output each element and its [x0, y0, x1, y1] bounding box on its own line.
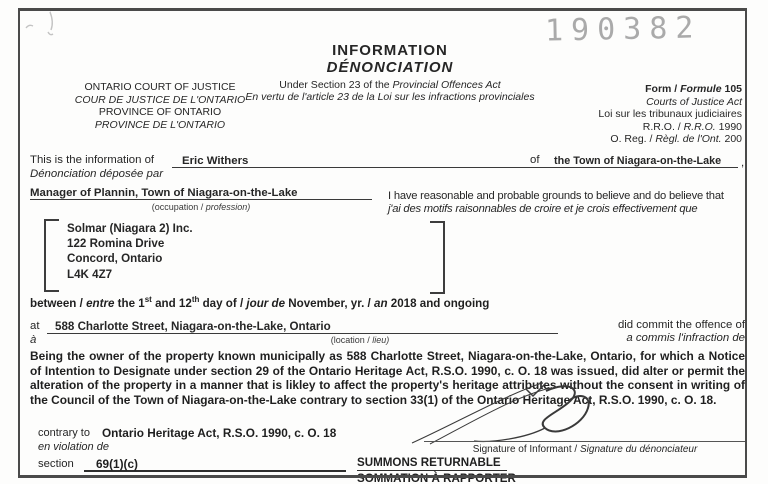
signature-caption-en: Signature of Informant /: [472, 444, 580, 455]
stamp-number: 190382: [544, 10, 702, 49]
belief-text-fr: j'ai des motifs raisonnables de croire et je crois effectivement que: [388, 203, 698, 215]
informant-label-fr: Dénonciation déposée par: [30, 168, 163, 180]
section-value: 69(1)(c): [96, 457, 138, 471]
rro-year: 1990: [715, 120, 742, 133]
at-label: at: [30, 320, 40, 332]
date-day-from-ordinal: st: [144, 295, 152, 305]
dayof-label-en: day of /: [199, 297, 247, 310]
offence-label-fr: a commis l'infraction de: [626, 332, 745, 344]
date-and: and: [151, 297, 179, 310]
date-day-to: 12: [178, 297, 192, 310]
location-caption-fr: lieu): [372, 335, 390, 345]
form-label-en: Form /: [645, 83, 681, 95]
date-day-to-ordinal: th: [191, 295, 200, 305]
section-label: section: [38, 458, 74, 470]
offence-label-en: did commit the offence of: [617, 319, 745, 331]
accused-city: Concord, Ontario: [67, 252, 163, 266]
date-day-from: 1: [138, 297, 145, 310]
informant-label-en: This is the information of: [30, 154, 155, 166]
accused-name: Solmar (Niagara 2) Inc.: [67, 222, 193, 235]
signature-line: [424, 441, 746, 443]
court-line-fr: COUR DE JUSTICE DE L'ONTARIO: [74, 93, 246, 106]
summons-returnable-fr: SOMMATION À RAPPORTER: [357, 472, 516, 484]
pencil-mark: [12, 4, 102, 40]
signature-caption: [424, 444, 746, 455]
location-value: 588 Charlotte Street, Niagara-on-the-Lake, Ontario: [55, 320, 331, 333]
date-month: November,: [285, 297, 348, 310]
accused-block: [67, 221, 193, 282]
signature-caption-fr: Signature du dénonciateur: [579, 444, 698, 455]
form-title-fr: DÉNONCIATION: [326, 59, 454, 76]
between-label-en: between /: [30, 297, 87, 310]
occupation-caption: [30, 202, 372, 212]
statute-act-name: Provincial Offences Act: [392, 79, 501, 91]
courts-act-en: Courts of Justice Act: [646, 95, 742, 108]
reg-num: 200: [721, 133, 742, 145]
accused-postal-code: L4K 4Z7: [67, 267, 113, 281]
statute-line-fr: En vertu de l'article 23 de la Loi sur les infractions provinciales: [245, 91, 535, 103]
rro-line: [520, 121, 742, 134]
reg-fr: Règl. de l'Ont.: [655, 133, 722, 145]
province-line-en: PROVINCE OF ONTARIO: [98, 106, 222, 118]
accused-bracket-left: [44, 219, 59, 292]
contrary-act: Ontario Heritage Act, R.S.O. 1990, c. O. 18: [102, 426, 337, 440]
form-number: 105: [721, 83, 742, 95]
location-caption-en: (location /: [330, 335, 373, 345]
occupation-value: Manager of Plannin, Town of Niagara-on-the-Lake: [30, 187, 298, 199]
at-label-fr: à: [30, 334, 37, 346]
occupation-field: [30, 183, 372, 200]
dayof-label-fr: jour de: [246, 297, 286, 310]
accused-street: 122 Romina Drive: [67, 237, 165, 251]
province-line-fr: PROVINCE DE L'ONTARIO: [94, 118, 226, 131]
occupation-caption-fr: profession): [205, 202, 251, 212]
informant-name-field: [172, 151, 552, 168]
form-number-block: [520, 83, 742, 146]
date-year: 2018 and ongoing: [387, 297, 490, 310]
rro-fr: R.R.O.: [683, 120, 716, 133]
occupation-caption-en: (occupation /: [151, 202, 206, 212]
year-label-en: yr. /: [347, 297, 375, 310]
summons-returnable-en: SUMMONS RETURNABLE: [357, 456, 507, 471]
comma-mark: ,: [741, 157, 745, 169]
court-header: [20, 81, 300, 131]
year-label-fr: an: [374, 297, 388, 310]
section-field: [84, 455, 346, 472]
statute-prefix: Under Section 23 of the: [279, 79, 393, 91]
court-line-en: ONTARIO COURT OF JUSTICE: [84, 81, 236, 93]
between-label-fr: entre: [86, 297, 115, 310]
accused-bracket-right: [430, 221, 445, 294]
of-label: of: [530, 154, 540, 166]
informant-name: Eric Withers: [182, 155, 249, 167]
offence-description: Being the owner of the property known municipally as 588 Charlotte Street, Niagara-on-the-Lake, Ontario, for which a Notice of Intention to Designate under section 29 of the Ontario Heritage Act, R.S.O. 1990, c. O. 18 was issued, did alter or permit the alteration of the property in a manner that is likley to affect the property's heritage attributes without the consent in writing of the Council of the Town of Niagara-on-the-Lake contrary to section 33(1) of the Ontario Heritage Act, R.S.O. 1990, c. O. 18.: [30, 349, 745, 407]
contrary-label-en: contrary to: [38, 427, 90, 439]
informant-place: the Town of Niagara-on-the-Lake: [554, 155, 722, 167]
form-label-fr: Formule: [680, 83, 722, 95]
location-field: [47, 317, 558, 334]
rro-en: R.R.O. /: [642, 120, 684, 133]
belief-text-en: I have reasonable and probable grounds to believe and do believe that: [388, 190, 724, 202]
reg-line: [520, 133, 742, 146]
contrary-label-fr: en violation de: [38, 441, 109, 453]
location-caption: [255, 335, 465, 345]
between-the: the: [114, 297, 139, 310]
reg-en: O. Reg. /: [610, 133, 656, 145]
courts-act-fr: Loi sur les tribunaux judiciaires: [598, 108, 742, 120]
form-title-en: INFORMATION: [332, 42, 448, 59]
informant-place-field: [548, 151, 738, 168]
between-date-line: [30, 297, 740, 310]
informant-signature: [408, 381, 648, 447]
form-number-line: [520, 83, 742, 96]
